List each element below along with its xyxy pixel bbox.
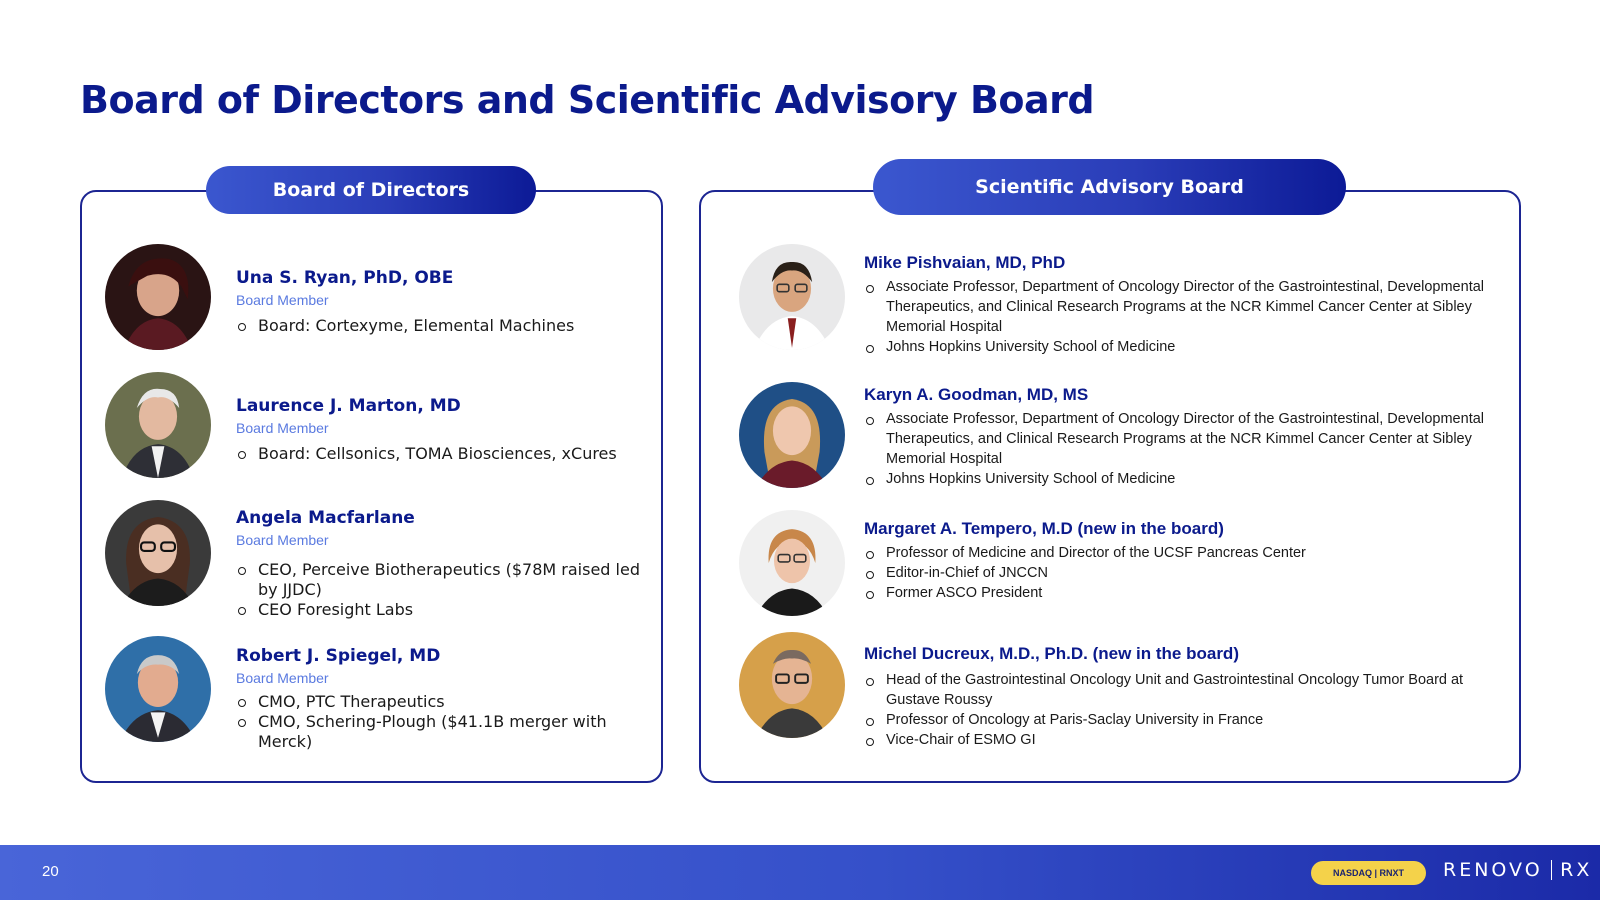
member-role: Board Member xyxy=(236,532,329,548)
member-bullet: Editor-in-Chief of JNCCN xyxy=(864,563,1489,583)
member-name: Karyn A. Goodman, MD, MS xyxy=(864,385,1089,404)
brand-separator xyxy=(1551,860,1553,880)
brand-suffix: RX xyxy=(1560,859,1593,881)
board-member xyxy=(236,268,641,336)
member-bullet: CEO, Perceive Biotherapeutics ($78M raised led by JJDC) xyxy=(236,560,641,600)
avatar-robert-spiegel xyxy=(105,636,211,742)
avatar-karyn-goodman xyxy=(739,382,845,488)
avatar-michel-ducreux xyxy=(739,632,845,738)
sab-member xyxy=(864,253,1489,357)
sab-member xyxy=(864,644,1489,750)
avatar-una-ryan xyxy=(105,244,211,350)
member-bullet: Associate Professor, Department of Oncology Director of the Gastrointestinal, Developmental Therapeutics, and Clinical Research Programs at the NCR Kimmel Cancer Center at Sibley Memorial Hospital xyxy=(864,277,1489,337)
member-bullet: Johns Hopkins University School of Medicine xyxy=(864,337,1489,357)
board-of-directors-heading: Board of Directors xyxy=(206,166,536,214)
member-name: Margaret A. Tempero, M.D (new in the board) xyxy=(864,519,1224,538)
avatar-mike-pishvaian xyxy=(739,244,845,350)
member-role: Board Member xyxy=(236,420,329,436)
member-name: Michel Ducreux, M.D., Ph.D. (new in the board) xyxy=(864,644,1239,663)
member-bullet: Board: Cortexyme, Elemental Machines xyxy=(236,316,641,336)
avatar-laurence-marton xyxy=(105,372,211,478)
footer-bar xyxy=(0,845,1600,900)
member-bullet: CMO, Schering-Plough ($41.1B merger with Merck) xyxy=(236,712,641,752)
member-role: Board Member xyxy=(236,292,329,308)
member-bullet: Associate Professor, Department of Oncology Director of the Gastrointestinal, Developmental Therapeutics, and Clinical Research Programs at the NCR Kimmel Cancer Center at Sibley Memorial Hospital xyxy=(864,409,1489,469)
member-name: Laurence J. Marton, MD xyxy=(236,396,461,416)
member-bullet: Professor of Oncology at Paris-Saclay University in France xyxy=(864,710,1489,730)
avatar-margaret-tempero xyxy=(739,510,845,616)
brand-name: RENOVO xyxy=(1443,859,1543,881)
member-bullet: CMO, PTC Therapeutics xyxy=(236,692,641,712)
member-name: Mike Pishvaian, MD, PhD xyxy=(864,253,1066,272)
slide-title: Board of Directors and Scientific Advisory Board xyxy=(80,78,1095,122)
board-member xyxy=(236,396,641,464)
member-name: Robert J. Spiegel, MD xyxy=(236,646,441,666)
page-number: 20 xyxy=(42,863,59,880)
sab-member xyxy=(864,519,1489,603)
board-member xyxy=(236,508,641,620)
scientific-advisory-board-heading: Scientific Advisory Board xyxy=(873,159,1346,215)
member-role: Board Member xyxy=(236,670,329,686)
sab-member xyxy=(864,385,1489,489)
avatar-angela-macfarlane xyxy=(105,500,211,606)
member-bullet: CEO Foresight Labs xyxy=(236,600,641,620)
board-member xyxy=(236,646,641,752)
member-name: Una S. Ryan, PhD, OBE xyxy=(236,268,454,288)
member-bullet: Johns Hopkins University School of Medicine xyxy=(864,469,1489,489)
member-bullet: Professor of Medicine and Director of the UCSF Pancreas Center xyxy=(864,543,1489,563)
member-bullet: Former ASCO President xyxy=(864,583,1489,603)
member-bullet: Board: Cellsonics, TOMA Biosciences, xCures xyxy=(236,444,641,464)
member-bullet: Head of the Gastrointestinal Oncology Unit and Gastrointestinal Oncology Tumor Board at Gustave Roussy xyxy=(864,670,1489,710)
nasdaq-ticker-badge: NASDAQ | RNXT xyxy=(1311,861,1426,885)
member-name: Angela Macfarlane xyxy=(236,508,415,528)
brand-logo xyxy=(1443,859,1592,881)
member-bullet: Vice-Chair of ESMO GI xyxy=(864,730,1489,750)
